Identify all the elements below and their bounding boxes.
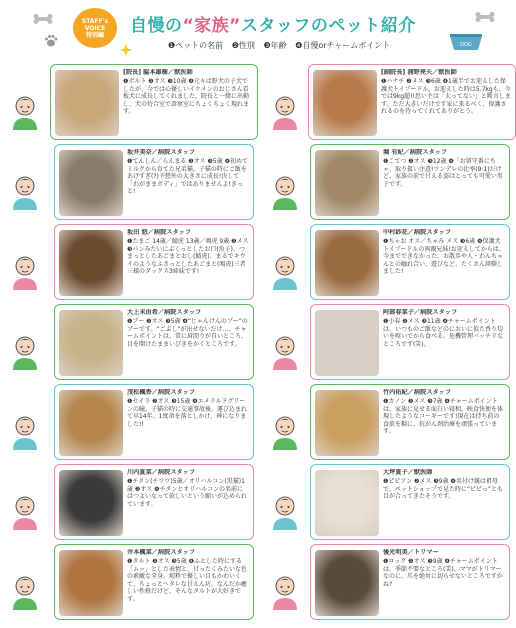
pet-photo-fill: [315, 550, 379, 616]
pet-photo: [59, 550, 123, 616]
legend-sex: ❷性別: [231, 41, 255, 50]
card-frame: [310, 464, 510, 540]
pet-info: ❶こてつ ❷オス ❸12歳 ❹「お留守番にちゃ、取り扱い注意!ツンデレの比率(9:1)だけど、家族の前で甘える姿はとっても可愛い男子です。: [383, 158, 503, 188]
staff-portrait-icon: [10, 494, 40, 530]
card-frame: [54, 304, 254, 380]
pet-grid: [6, 64, 510, 624]
pet-info: ❶ちゃお オス／ちゃみ メス ❸6歳 ❹保護犬トイプードルの両親兄妹!お迎えしてからは、今までできなかった、お散歩や人・わんちゃんとの触れ合い、遊びなど、たくさん経験しました!: [383, 238, 505, 276]
pet-photo-fill: [59, 310, 123, 376]
card-text: [127, 549, 249, 616]
pet-photo: [59, 390, 123, 456]
pet-card: [260, 64, 510, 140]
badge-line1: STAFF's: [81, 17, 109, 25]
pet-info: ❶ハナチ ❷メス ❸6歳 ❹1歳半でお迎えした保護犬トイプードル。お迎えした時は5.7kgも、今では9kg超!!思い主は「太ってない」と断言します。ただ大きいだけです家に来るべく、保護されるのを待ってくれてありがとう。: [381, 78, 511, 116]
pet-card: [6, 544, 254, 620]
pet-photo-fill: [59, 150, 123, 216]
staff-name: 堀 有紀／病院スタッフ: [383, 149, 448, 156]
pet-card: [6, 464, 254, 540]
card-text: [383, 309, 505, 376]
card-frame: [310, 304, 510, 380]
legend: [168, 40, 448, 51]
card-frame: [54, 464, 254, 540]
staff-portrait-icon: [10, 254, 40, 290]
title-accent: “家族”: [182, 16, 241, 36]
pet-photo-fill: [55, 70, 119, 136]
pet-card: [262, 544, 510, 620]
sparkle-icon: [120, 44, 132, 56]
bone-icon-right: [474, 12, 496, 22]
pet-photo: [59, 470, 123, 536]
pet-card: [262, 304, 510, 380]
staff-name: 坂田 悠／病院スタッフ: [127, 229, 192, 236]
pet-photo-fill: [315, 310, 379, 376]
pet-photo: [315, 310, 379, 376]
pet-card: [6, 384, 254, 460]
card-text: [127, 389, 249, 456]
staff-name: [院長] 脇本雄樹／獣医師: [123, 69, 193, 76]
pet-info: ❶ブー ❷オス ❸5歳 ❹“じゃんけんのブー”のブーです。“ごぶし”が出せないだけ…。チャームポイントは、常に眉間りが自いところ、目を開けたままいびきをかくところです。: [127, 318, 248, 348]
title-part2: スタッフのペット紹介: [240, 16, 416, 36]
card-text: [383, 469, 505, 536]
card-text: [383, 149, 505, 216]
legend-age: ❸年齢: [263, 41, 287, 50]
pet-photo-fill: [59, 390, 123, 456]
badge-line3: 特別編: [85, 31, 104, 39]
pet-card: [6, 144, 254, 220]
pet-photo: [315, 230, 379, 296]
staff-name: 茂松楓香／病院スタッフ: [127, 389, 196, 396]
card-text: [127, 469, 249, 536]
pet-bowl-icon: [448, 30, 484, 52]
staff-portrait-icon: [10, 94, 40, 130]
pet-photo: [59, 230, 123, 296]
card-text: [383, 229, 505, 296]
staff-portrait-icon: [270, 414, 300, 450]
staffs-voice-badge: [73, 8, 117, 48]
pet-photo-fill: [59, 470, 123, 536]
staff-name: 井本楓菜／病院スタッフ: [127, 549, 196, 556]
pet-photo: [315, 390, 379, 456]
staff-name: 後光明美／トリマー: [383, 549, 439, 556]
pet-photo-fill: [315, 150, 379, 216]
pet-photo: [315, 470, 379, 536]
pet-photo-fill: [315, 390, 379, 456]
pet-photo: [315, 550, 379, 616]
title-part1: 自慢の: [130, 16, 183, 36]
staff-portrait-icon: [10, 574, 40, 610]
staff-name: 阿部春菜子／病院スタッフ: [383, 309, 458, 316]
pet-info: ❶てんしん／らんまる ❷オス ❸5歳 ❹初めてミルクから育てた兄弟猫。子猫の時にご飯をあげすぎ(?)予想外の大きさに成長!決して「わがままボディ」ではありませんよ!きっと!: [127, 158, 248, 196]
staff-portrait-icon: [270, 574, 300, 610]
staff-name: [副院長] 浦野亮夫／獣医師: [381, 69, 457, 76]
staff-name: 大坪夏子／獣医師: [383, 469, 433, 476]
pet-photo: [59, 310, 123, 376]
pet-info: ❶ボルト ❷オス ❸10歳 ❹元々は野犬の子犬でしたが、今では心優しいイケメンのおじさん看板犬に成長してくれました。院長と一緒に出勤し、犬の待合室で診察室にちょくちょく現れます。: [123, 78, 250, 116]
card-text: [127, 229, 249, 296]
card-text: [123, 69, 253, 136]
card-frame: [54, 144, 254, 220]
staff-portrait-icon: [10, 414, 40, 450]
card-text: [383, 549, 505, 616]
paw-icon: [44, 34, 58, 48]
card-frame: [308, 64, 516, 140]
pet-card: [262, 224, 510, 300]
header: [0, 0, 516, 62]
pet-info: ❶タルト ❷オス ❸5歳 ❹ふとした時にする「ムッ」とした表情と、甘ったくみたいな色の素敵な全身。純粋で優しい目もかわいくて、ちょっとヘタレな甘えん坊。なんだか癒しい性格だけど、そんなタルトが大好きです。: [127, 558, 247, 603]
staff-name: 竹内佑紀／病院スタッフ: [383, 389, 452, 396]
pet-photo-fill: [315, 230, 379, 296]
pet-card: [6, 224, 254, 300]
legend-charm: ❹自慢orチャームポイント: [295, 41, 391, 50]
pet-card: [6, 304, 254, 380]
staff-portrait-icon: [270, 254, 300, 290]
staff-portrait-icon: [10, 334, 40, 370]
pet-info: ❶小春 ❷メス ❸11歳 ❹チャームポイントは、いつものご飯などのにおいに似た香り匂いを嗅いでから食べる。危機管理バッチリなところです(笑)。: [383, 318, 504, 348]
pet-info: ❶たまご 14歳／鯖虎 13歳／鳴虎 9歳 ❷メス ❸パンみたいにぶくっとしたお口(魚子)、つまっとしたあごまとおし(鯖虎)、まるでキウイのようなふさっとしたあごまと(鳴虎)三者三様のダックス3姉妹です!: [127, 238, 249, 276]
pet-info: ❶ピピアン ❷メス ❸9歳 ❹名付け親は祖母で、ペットショップで見た時に“ピピっ”とも目が合ってきたそうです。: [383, 478, 504, 501]
staff-portrait-icon: [270, 94, 300, 130]
pet-photo-fill: [59, 230, 123, 296]
staff-name: 川内夏菜／病院スタッフ: [127, 469, 196, 476]
staff-name: 大上未由希／病院スタッフ: [127, 309, 202, 316]
pet-card: [262, 144, 510, 220]
pet-photo: [313, 70, 377, 136]
card-frame: [310, 224, 510, 300]
card-text: [127, 309, 249, 376]
card-text: [383, 389, 505, 456]
pet-photo-fill: [315, 470, 379, 536]
card-frame: [54, 544, 254, 620]
pet-photo: [315, 150, 379, 216]
pet-info: ❶チタン(チワワ)5歳／オリハルコン(黒猫)1歳 ❷オス ❹チタンとオリハルコンの名前にはつよいなって欲しいという願いが込められています。: [127, 478, 248, 508]
staff-portrait-icon: [10, 174, 40, 210]
svg-text:DOG: DOG: [460, 42, 472, 48]
pet-photo: [55, 70, 119, 136]
staff-portrait-icon: [270, 334, 300, 370]
pet-info: ❶セイラ ❷オス ❸15歳 ❹エメラルドグリーンの瞳。子猫の時に交通事故後、運び込まれて早14年。1度命を落としかけ、神になりました!!: [127, 398, 248, 428]
legend-name: ❶ペットの名前: [168, 41, 224, 50]
card-frame: [54, 384, 254, 460]
card-frame: [310, 544, 510, 620]
page-title: [130, 11, 450, 36]
card-text: [127, 149, 249, 216]
badge-line2: VOICE: [84, 24, 106, 32]
card-frame: [50, 64, 258, 140]
bone-icon: [32, 14, 54, 24]
staff-portrait-icon: [270, 494, 300, 530]
staff-name: 坂井美奈／病院スタッフ: [127, 149, 196, 156]
pet-info: ❶ロック ❷オス ❸9歳 ❹チャームポイントは、季節不要なところ(笑)。ママがトリマーなのに、爪を絶対に切らせないところですかね?: [383, 558, 503, 588]
pet-card: [262, 464, 510, 540]
pet-info: ❶カノン ❷メス ❸7歳 ❹チャームポイントは、家族に見せる面白い寝相。映食快便を体現したようなコーギーです!現在は持ち前の食欲を糧に、抗がん剤治療を頑張っています。: [383, 398, 504, 436]
pet-card: [6, 64, 258, 140]
card-frame: [310, 144, 510, 220]
card-frame: [310, 384, 510, 460]
staff-portrait-icon: [270, 174, 300, 210]
pet-photo-fill: [59, 550, 123, 616]
pet-photo-fill: [313, 70, 377, 136]
pet-photo: [59, 150, 123, 216]
card-frame: [54, 224, 254, 300]
pet-card: [262, 384, 510, 460]
staff-name: 中村紗花／病院スタッフ: [383, 229, 452, 236]
card-text: [381, 69, 511, 136]
